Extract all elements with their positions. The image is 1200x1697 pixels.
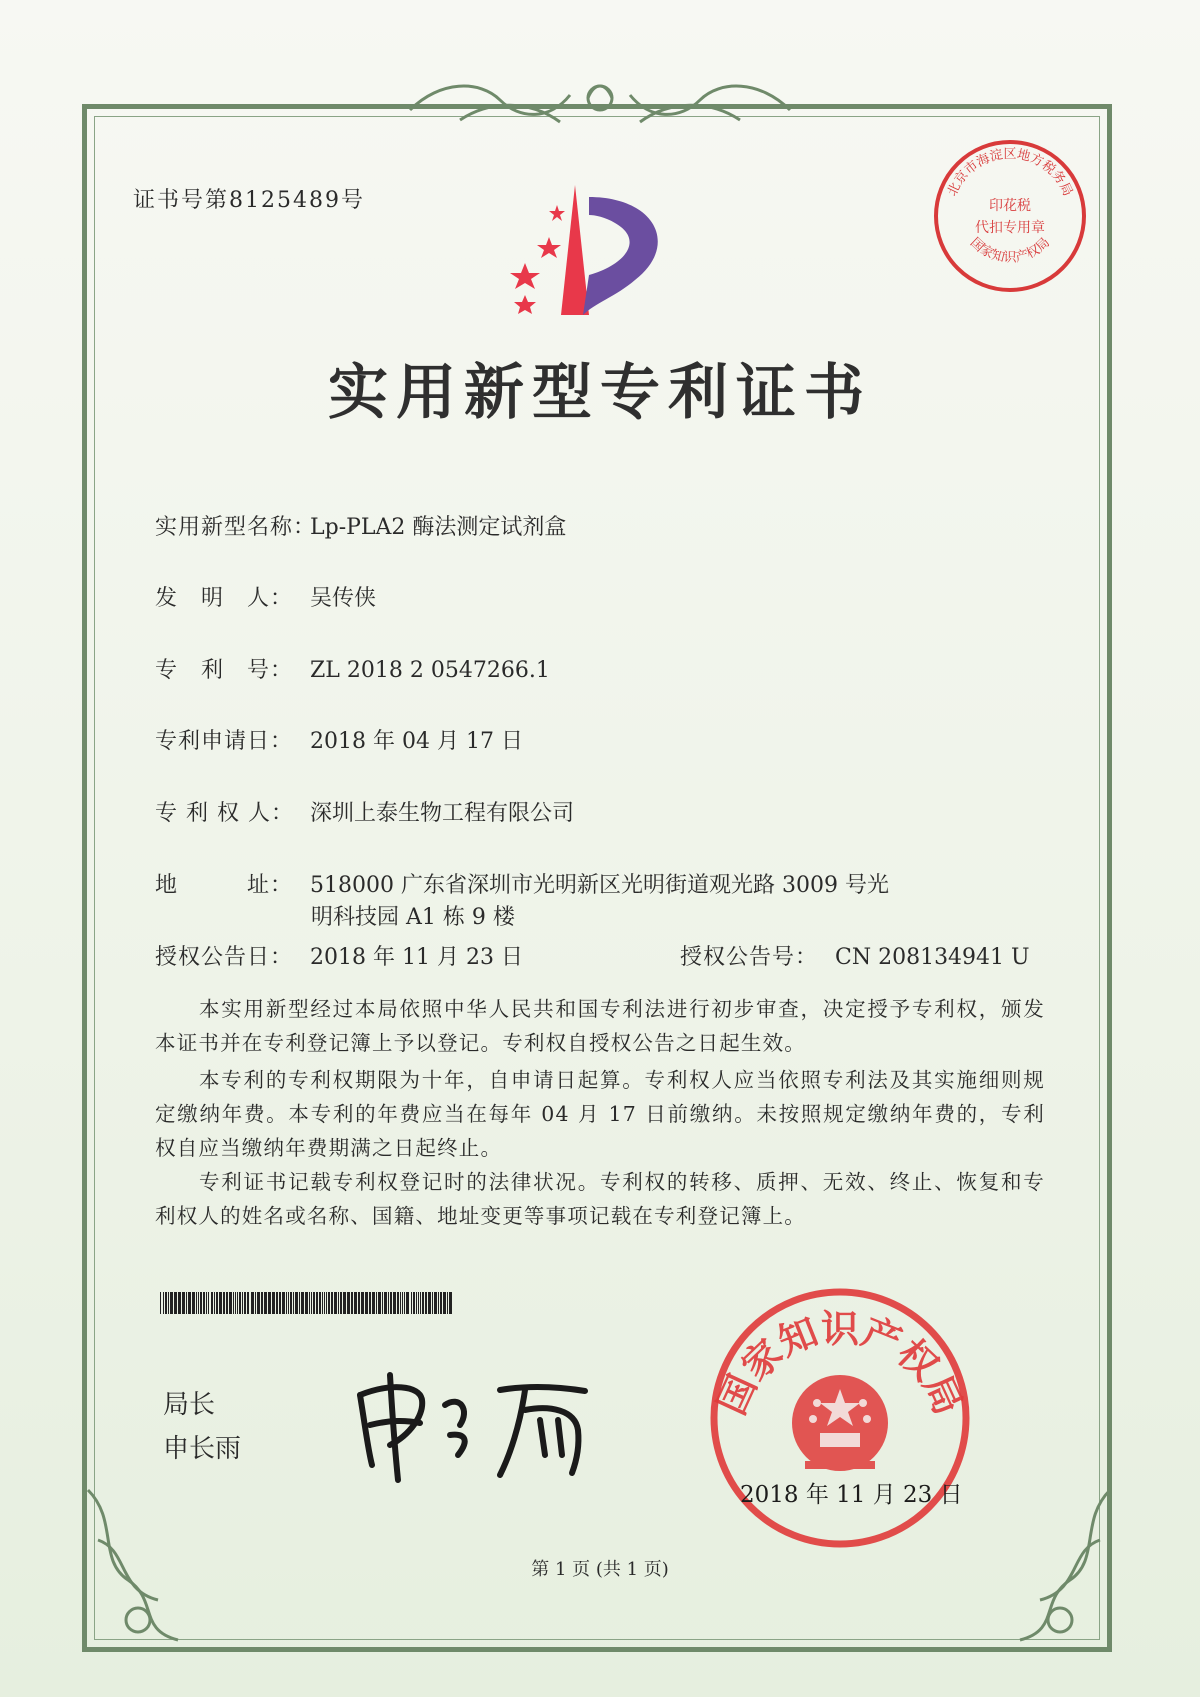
- director-title: 局长: [163, 1390, 216, 1420]
- national-emblem: [792, 1375, 888, 1471]
- seal-text: 国家知识产权局: [709, 1306, 971, 1422]
- field-value: 2018 年 11 月 23 日: [310, 945, 523, 970]
- tax-stamp: [930, 136, 1090, 296]
- field-label: 授权公告日：: [155, 945, 294, 970]
- field-label: 专利申请日：: [155, 729, 294, 754]
- field-inventor: [155, 581, 376, 612]
- paragraph-2: 本专利的专利权期限为十年，自申请日起算。专利权人应当依照专利法及其实施细则规定缴纳年费。本专利的年费应当在每年 04 月 17 日前缴纳。未按照规定缴纳年费的，专利权自应当缴纳年费期满之日起终止。: [155, 1068, 1045, 1160]
- field-grant-number: [680, 940, 1030, 971]
- field-label: 实用新型名称：: [155, 515, 317, 540]
- director-name: 申长雨: [163, 1434, 242, 1464]
- field-value: 深圳上泰生物工程有限公司: [310, 801, 575, 826]
- field-patent-number: [155, 653, 550, 684]
- field-label: 专 利 号：: [155, 658, 294, 683]
- seal-date: 2018 年 11 月 23 日: [740, 1482, 963, 1508]
- field-label: 授权公告号：: [680, 945, 819, 970]
- top-ornament: [400, 70, 800, 132]
- field-value: 518000 广东省深圳市光明新区光明街道观光路 3009 号光: [310, 873, 889, 898]
- field-value: ZL 2018 2 0547266.1: [310, 658, 550, 683]
- cnipa-logo: [505, 185, 685, 330]
- director-signature: [350, 1355, 600, 1485]
- barcode: [160, 1292, 455, 1314]
- field-value: CN 208134941 U: [835, 945, 1030, 970]
- field-patentee: [155, 796, 574, 827]
- svg-text:国家知识产权局: [967, 235, 1053, 265]
- field-utility-model-name: [155, 510, 566, 541]
- field-label: 地 址：: [155, 873, 294, 898]
- certificate-title: 实用新型专利证书: [328, 358, 872, 428]
- field-label: 发 明 人：: [155, 586, 294, 611]
- field-value: 吴传侠: [310, 586, 377, 611]
- svg-text:北京市海淀区地方税务局: [945, 146, 1075, 198]
- tax-stamp-line2: 代扣专用章: [975, 220, 1045, 236]
- field-grant-date: [155, 940, 523, 971]
- field-filing-date: [155, 724, 523, 755]
- paragraph-3: 专利证书记载专利权登记时的法律状况。专利权的转移、质押、无效、终止、恢复和专利权人的姓名或名称、国籍、地址变更等事项记载在专利登记簿上。: [155, 1170, 1045, 1228]
- field-value: 2018 年 04 月 17 日: [310, 729, 523, 754]
- certificate-number: 证书号第8125489号: [133, 188, 365, 213]
- tax-stamp-bottom-text: 国家知识产权局: [966, 235, 1054, 266]
- tax-stamp-ring-text: 北京市海淀区地方税务局: [944, 147, 1076, 199]
- tax-stamp-line1: 印花税: [989, 198, 1031, 214]
- field-label: 专 利 权 人：: [155, 801, 294, 826]
- page-number: 第 1 页 (共 1 页): [531, 1559, 669, 1580]
- cnipa-official-seal: [705, 1283, 975, 1553]
- field-address: [155, 868, 889, 899]
- field-value: Lp-PLA2 酶法测定试剂盒: [310, 515, 567, 540]
- paragraph-1: 本实用新型经过本局依照中华人民共和国专利法进行初步审查，决定授予专利权，颁发本证书并在专利登记簿上予以登记。专利权自授权公告之日起生效。: [155, 997, 1045, 1055]
- field-address-continued: 明科技园 A1 栋 9 楼: [311, 905, 515, 930]
